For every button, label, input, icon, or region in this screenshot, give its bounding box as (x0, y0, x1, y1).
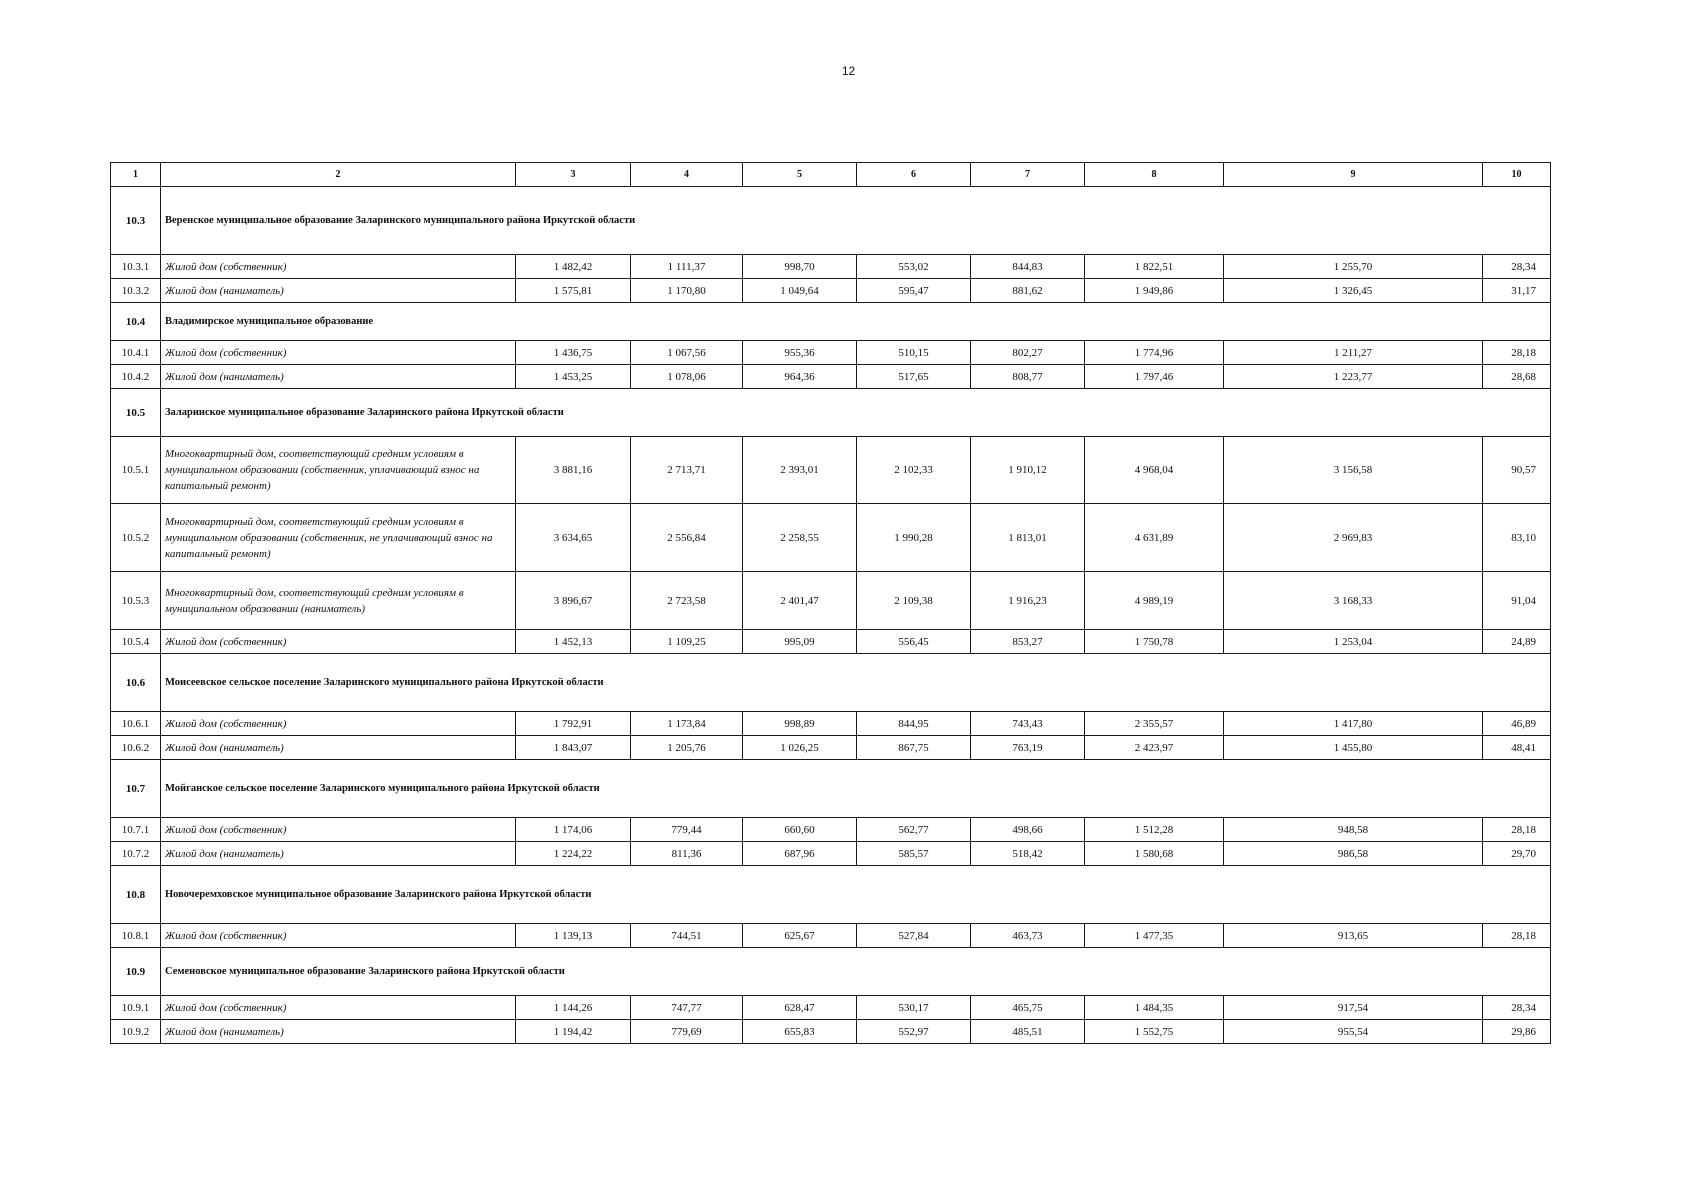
row-name: Жилой дом (собственник) (161, 712, 516, 736)
value-cell: 46,89 (1483, 712, 1551, 736)
value-cell: 1 774,96 (1085, 341, 1224, 365)
header-cell: 6 (857, 163, 971, 187)
row-code: 10.7.1 (111, 818, 161, 842)
value-cell: 1 797,46 (1085, 365, 1224, 389)
value-cell: 2 401,47 (743, 572, 857, 630)
value-cell: 1 575,81 (516, 279, 631, 303)
section-code: 10.7 (111, 760, 161, 818)
value-cell: 28,68 (1483, 365, 1551, 389)
row-code: 10.9.2 (111, 1020, 161, 1044)
row-code: 10.5.4 (111, 630, 161, 654)
row-code: 10.6.2 (111, 736, 161, 760)
value-cell: 917,54 (1224, 996, 1483, 1020)
value-cell: 625,67 (743, 924, 857, 948)
value-cell: 986,58 (1224, 842, 1483, 866)
header-cell: 3 (516, 163, 631, 187)
row-code: 10.5.3 (111, 572, 161, 630)
section-header-row (111, 654, 1551, 712)
value-cell: 1 170,80 (631, 279, 743, 303)
value-cell: 83,10 (1483, 504, 1551, 572)
value-cell: 4 631,89 (1085, 504, 1224, 572)
value-cell: 779,69 (631, 1020, 743, 1044)
section-title: Мойганское сельское поселение Заларинского муниципального района Иркутской области (161, 760, 1551, 818)
table-row (111, 341, 1551, 365)
table-row (111, 924, 1551, 948)
value-cell: 811,36 (631, 842, 743, 866)
tariff-table (110, 162, 1551, 1044)
value-cell: 964,36 (743, 365, 857, 389)
value-cell: 28,18 (1483, 341, 1551, 365)
value-cell: 955,54 (1224, 1020, 1483, 1044)
value-cell: 29,86 (1483, 1020, 1551, 1044)
value-cell: 2 723,58 (631, 572, 743, 630)
table-row (111, 279, 1551, 303)
value-cell: 2 102,33 (857, 437, 971, 504)
table-row (111, 630, 1551, 654)
value-cell: 518,42 (971, 842, 1085, 866)
value-cell: 3 634,65 (516, 504, 631, 572)
section-code: 10.5 (111, 389, 161, 437)
header-cell: 5 (743, 163, 857, 187)
row-name: Многоквартирный дом, соответствующий средним условиям в муниципальном образовании (собственник, уплачивающий взнос на капитальный ремонт) (161, 437, 516, 504)
row-name: Многоквартирный дом, соответствующий средним условиям в муниципальном образовании (собственник, не уплачивающий взнос на капитальный ремонт) (161, 504, 516, 572)
value-cell: 867,75 (857, 736, 971, 760)
header-cell: 10 (1483, 163, 1551, 187)
value-cell: 1 417,80 (1224, 712, 1483, 736)
value-cell: 655,83 (743, 1020, 857, 1044)
value-cell: 844,95 (857, 712, 971, 736)
header-cell: 8 (1085, 163, 1224, 187)
value-cell: 1 455,80 (1224, 736, 1483, 760)
row-name: Многоквартирный дом, соответствующий средним условиям в муниципальном образовании (наниматель) (161, 572, 516, 630)
value-cell: 3 168,33 (1224, 572, 1483, 630)
row-code: 10.5.1 (111, 437, 161, 504)
value-cell: 517,65 (857, 365, 971, 389)
row-name: Жилой дом (наниматель) (161, 365, 516, 389)
value-cell: 595,47 (857, 279, 971, 303)
value-cell: 1 205,76 (631, 736, 743, 760)
value-cell: 3 156,58 (1224, 437, 1483, 504)
value-cell: 527,84 (857, 924, 971, 948)
table-row (111, 842, 1551, 866)
value-cell: 995,09 (743, 630, 857, 654)
value-cell: 1 813,01 (971, 504, 1085, 572)
section-header-row (111, 303, 1551, 341)
value-cell: 1 139,13 (516, 924, 631, 948)
value-cell: 585,57 (857, 842, 971, 866)
value-cell: 844,83 (971, 255, 1085, 279)
value-cell: 1 552,75 (1085, 1020, 1224, 1044)
section-title: Заларинское муниципальное образование Заларинского района Иркутской области (161, 389, 1551, 437)
table-body (111, 163, 1551, 1044)
header-cell: 1 (111, 163, 161, 187)
value-cell: 90,57 (1483, 437, 1551, 504)
table-row (111, 504, 1551, 572)
section-code: 10.3 (111, 187, 161, 255)
row-name: Жилой дом (собственник) (161, 341, 516, 365)
row-name: Жилой дом (наниматель) (161, 279, 516, 303)
value-cell: 1 211,27 (1224, 341, 1483, 365)
value-cell: 1 173,84 (631, 712, 743, 736)
value-cell: 1 109,25 (631, 630, 743, 654)
value-cell: 744,51 (631, 924, 743, 948)
value-cell: 808,77 (971, 365, 1085, 389)
value-cell: 1 916,23 (971, 572, 1085, 630)
value-cell: 779,44 (631, 818, 743, 842)
table-row (111, 255, 1551, 279)
value-cell: 1 255,70 (1224, 255, 1483, 279)
section-code: 10.4 (111, 303, 161, 341)
row-name: Жилой дом (собственник) (161, 818, 516, 842)
section-code: 10.9 (111, 948, 161, 996)
section-title: Веренское муниципальное образование Заларинского муниципального района Иркутской области (161, 187, 1551, 255)
table-row (111, 818, 1551, 842)
value-cell: 463,73 (971, 924, 1085, 948)
row-code: 10.9.1 (111, 996, 161, 1020)
value-cell: 2 258,55 (743, 504, 857, 572)
value-cell: 1 512,28 (1085, 818, 1224, 842)
value-cell: 562,77 (857, 818, 971, 842)
value-cell: 552,97 (857, 1020, 971, 1044)
row-code: 10.4.1 (111, 341, 161, 365)
row-name: Жилой дом (наниматель) (161, 736, 516, 760)
row-name: Жилой дом (собственник) (161, 255, 516, 279)
value-cell: 998,89 (743, 712, 857, 736)
value-cell: 2 713,71 (631, 437, 743, 504)
value-cell: 1 452,13 (516, 630, 631, 654)
value-cell: 1 049,64 (743, 279, 857, 303)
value-cell: 955,36 (743, 341, 857, 365)
value-cell: 556,45 (857, 630, 971, 654)
header-cell: 2 (161, 163, 516, 187)
table-row (111, 712, 1551, 736)
row-name: Жилой дом (наниматель) (161, 842, 516, 866)
value-cell: 853,27 (971, 630, 1085, 654)
value-cell: 530,17 (857, 996, 971, 1020)
header-cell: 7 (971, 163, 1085, 187)
value-cell: 628,47 (743, 996, 857, 1020)
value-cell: 4 989,19 (1085, 572, 1224, 630)
row-code: 10.3.1 (111, 255, 161, 279)
value-cell: 1 990,28 (857, 504, 971, 572)
section-code: 10.6 (111, 654, 161, 712)
value-cell: 1 580,68 (1085, 842, 1224, 866)
value-cell: 2 556,84 (631, 504, 743, 572)
header-cell: 9 (1224, 163, 1483, 187)
value-cell: 465,75 (971, 996, 1085, 1020)
value-cell: 91,04 (1483, 572, 1551, 630)
section-title: Моисеевское сельское поселение Заларинского муниципального района Иркутской области (161, 654, 1551, 712)
value-cell: 2 423,97 (1085, 736, 1224, 760)
value-cell: 498,66 (971, 818, 1085, 842)
row-name: Жилой дом (собственник) (161, 996, 516, 1020)
value-cell: 1 223,77 (1224, 365, 1483, 389)
row-code: 10.7.2 (111, 842, 161, 866)
value-cell: 747,77 (631, 996, 743, 1020)
row-name: Жилой дом (наниматель) (161, 1020, 516, 1044)
value-cell: 28,34 (1483, 996, 1551, 1020)
row-code: 10.5.2 (111, 504, 161, 572)
value-cell: 2 969,83 (1224, 504, 1483, 572)
value-cell: 31,17 (1483, 279, 1551, 303)
value-cell: 743,43 (971, 712, 1085, 736)
section-header-row (111, 187, 1551, 255)
value-cell: 998,70 (743, 255, 857, 279)
section-header-row (111, 389, 1551, 437)
value-cell: 1 843,07 (516, 736, 631, 760)
value-cell: 3 881,16 (516, 437, 631, 504)
value-cell: 802,27 (971, 341, 1085, 365)
value-cell: 510,15 (857, 341, 971, 365)
section-title: Новочеремховское муниципальное образование Заларинского района Иркутской области (161, 866, 1551, 924)
value-cell: 3 896,67 (516, 572, 631, 630)
value-cell: 1 484,35 (1085, 996, 1224, 1020)
value-cell: 948,58 (1224, 818, 1483, 842)
value-cell: 4 968,04 (1085, 437, 1224, 504)
value-cell: 1 224,22 (516, 842, 631, 866)
value-cell: 660,60 (743, 818, 857, 842)
table-row (111, 437, 1551, 504)
table-row (111, 365, 1551, 389)
value-cell: 1 326,45 (1224, 279, 1483, 303)
table-row (111, 1020, 1551, 1044)
value-cell: 1 253,04 (1224, 630, 1483, 654)
value-cell: 1 194,42 (516, 1020, 631, 1044)
value-cell: 1 822,51 (1085, 255, 1224, 279)
value-cell: 28,34 (1483, 255, 1551, 279)
value-cell: 485,51 (971, 1020, 1085, 1044)
value-cell: 28,18 (1483, 818, 1551, 842)
value-cell: 2 355,57 (1085, 712, 1224, 736)
section-header-row (111, 948, 1551, 996)
value-cell: 763,19 (971, 736, 1085, 760)
value-cell: 1 949,86 (1085, 279, 1224, 303)
value-cell: 1 067,56 (631, 341, 743, 365)
section-title: Семеновское муниципальное образование Заларинского района Иркутской области (161, 948, 1551, 996)
value-cell: 1 910,12 (971, 437, 1085, 504)
value-cell: 1 453,25 (516, 365, 631, 389)
value-cell: 1 174,06 (516, 818, 631, 842)
section-title: Владимирское муниципальное образование (161, 303, 1551, 341)
section-code: 10.8 (111, 866, 161, 924)
value-cell: 913,65 (1224, 924, 1483, 948)
row-code: 10.4.2 (111, 365, 161, 389)
value-cell: 1 750,78 (1085, 630, 1224, 654)
section-header-row (111, 760, 1551, 818)
value-cell: 1 792,91 (516, 712, 631, 736)
value-cell: 1 477,35 (1085, 924, 1224, 948)
value-cell: 48,41 (1483, 736, 1551, 760)
value-cell: 687,96 (743, 842, 857, 866)
value-cell: 2 109,38 (857, 572, 971, 630)
value-cell: 24,89 (1483, 630, 1551, 654)
value-cell: 28,18 (1483, 924, 1551, 948)
value-cell: 1 026,25 (743, 736, 857, 760)
table-row (111, 996, 1551, 1020)
value-cell: 881,62 (971, 279, 1085, 303)
page-number: 12 (841, 64, 856, 78)
row-name: Жилой дом (собственник) (161, 630, 516, 654)
value-cell: 29,70 (1483, 842, 1551, 866)
row-code: 10.8.1 (111, 924, 161, 948)
row-code: 10.3.2 (111, 279, 161, 303)
value-cell: 2 393,01 (743, 437, 857, 504)
value-cell: 1 482,42 (516, 255, 631, 279)
section-header-row (111, 866, 1551, 924)
column-number-header-row (111, 163, 1551, 187)
row-name: Жилой дом (собственник) (161, 924, 516, 948)
value-cell: 1 111,37 (631, 255, 743, 279)
header-cell: 4 (631, 163, 743, 187)
value-cell: 553,02 (857, 255, 971, 279)
value-cell: 1 144,26 (516, 996, 631, 1020)
table-row (111, 572, 1551, 630)
value-cell: 1 078,06 (631, 365, 743, 389)
value-cell: 1 436,75 (516, 341, 631, 365)
table-row (111, 736, 1551, 760)
row-code: 10.6.1 (111, 712, 161, 736)
